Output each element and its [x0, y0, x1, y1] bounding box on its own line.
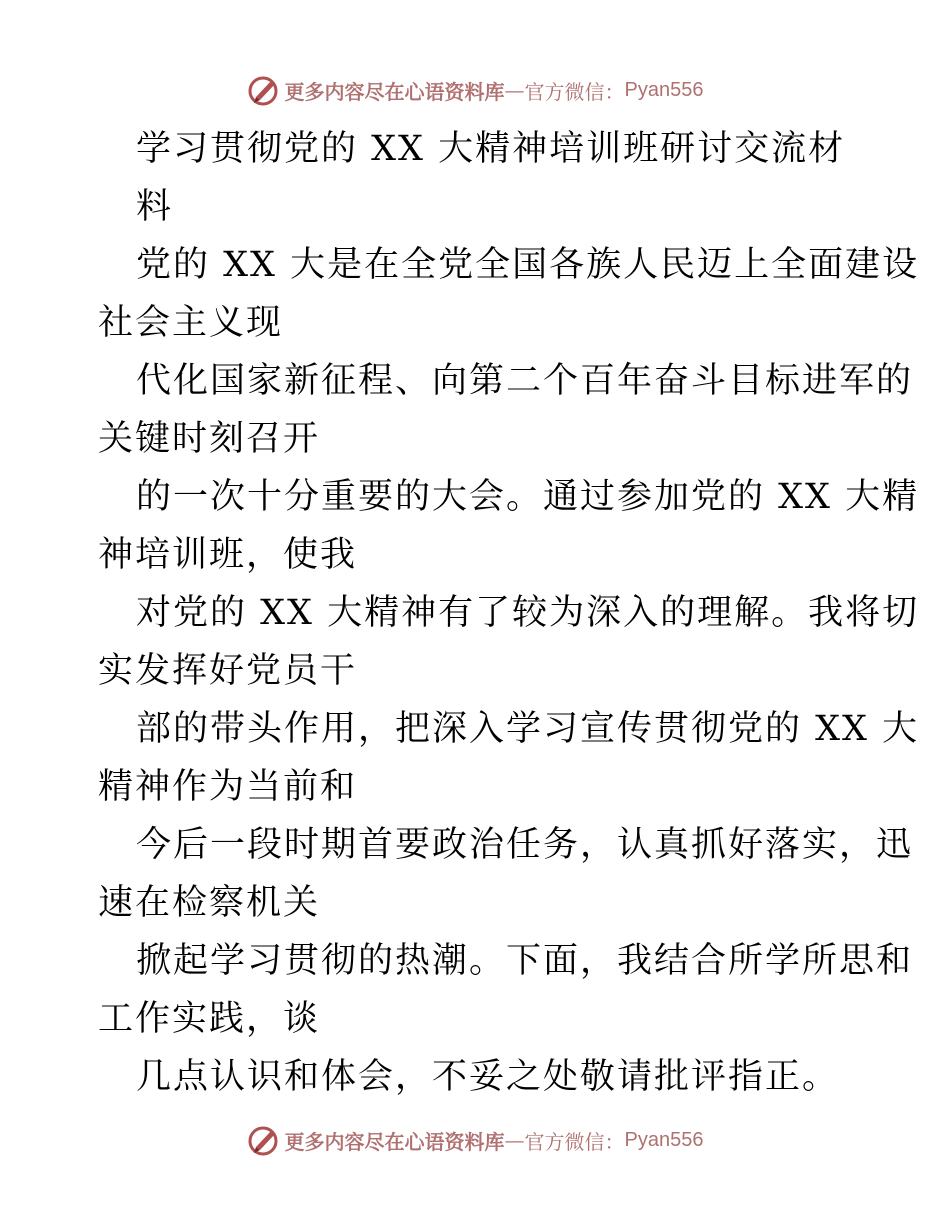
banner-main-text: 更多内容尽在心语资料库: [284, 1129, 505, 1154]
text-line: 党的 XX 大是在全党全国各族人民迈上全面建设: [136, 245, 920, 285]
footer-banner: [0, 1120, 950, 1160]
text-line: 部的带头作用，把深入学习宣传贯彻党的 XX 大: [136, 709, 920, 749]
text-line: 的一次十分重要的大会。通过参加党的 XX 大精: [136, 477, 920, 517]
text-line: 神培训班，使我: [98, 535, 358, 575]
text-line: 料: [136, 187, 174, 227]
text-line: 速在检察机关: [98, 883, 321, 923]
text-line: 工作实践，谈: [98, 999, 321, 1039]
banner-official-label: 官方微信：: [524, 1129, 625, 1154]
text-line: 实发挥好党员干: [98, 651, 358, 691]
text-line: 关键时刻召开: [98, 419, 321, 459]
text-line: 社会主义现: [98, 303, 284, 343]
text-line: 几点认识和体会，不妥之处敬请批评指正。: [136, 1057, 840, 1097]
header-banner: [0, 70, 950, 110]
text-line: 学习贯彻党的 XX 大精神培训班研讨交流材: [136, 129, 846, 169]
banner-wechat-id: Pyan556: [624, 1128, 704, 1151]
text-line: 对党的 XX 大精神有了较为深入的理解。我将切: [136, 593, 920, 633]
banner-wechat-id: Pyan556: [624, 78, 704, 101]
text-line: 代化国家新征程、向第二个百年奋斗目标进军的: [136, 361, 914, 401]
banner-dash: —: [504, 1128, 525, 1152]
pen-logo-icon: [247, 1123, 281, 1157]
pen-logo-icon: [247, 73, 281, 107]
document-body: [98, 120, 920, 1106]
banner-official-label: 官方微信：: [524, 79, 625, 104]
banner-dash: —: [504, 78, 525, 102]
text-line: 精神作为当前和: [98, 767, 358, 807]
text-line: 今后一段时期首要政治任务，认真抓好落实，迅: [136, 825, 914, 865]
text-line: 掀起学习贯彻的热潮。下面，我结合所学所思和: [136, 941, 914, 981]
banner-main-text: 更多内容尽在心语资料库: [284, 79, 505, 104]
